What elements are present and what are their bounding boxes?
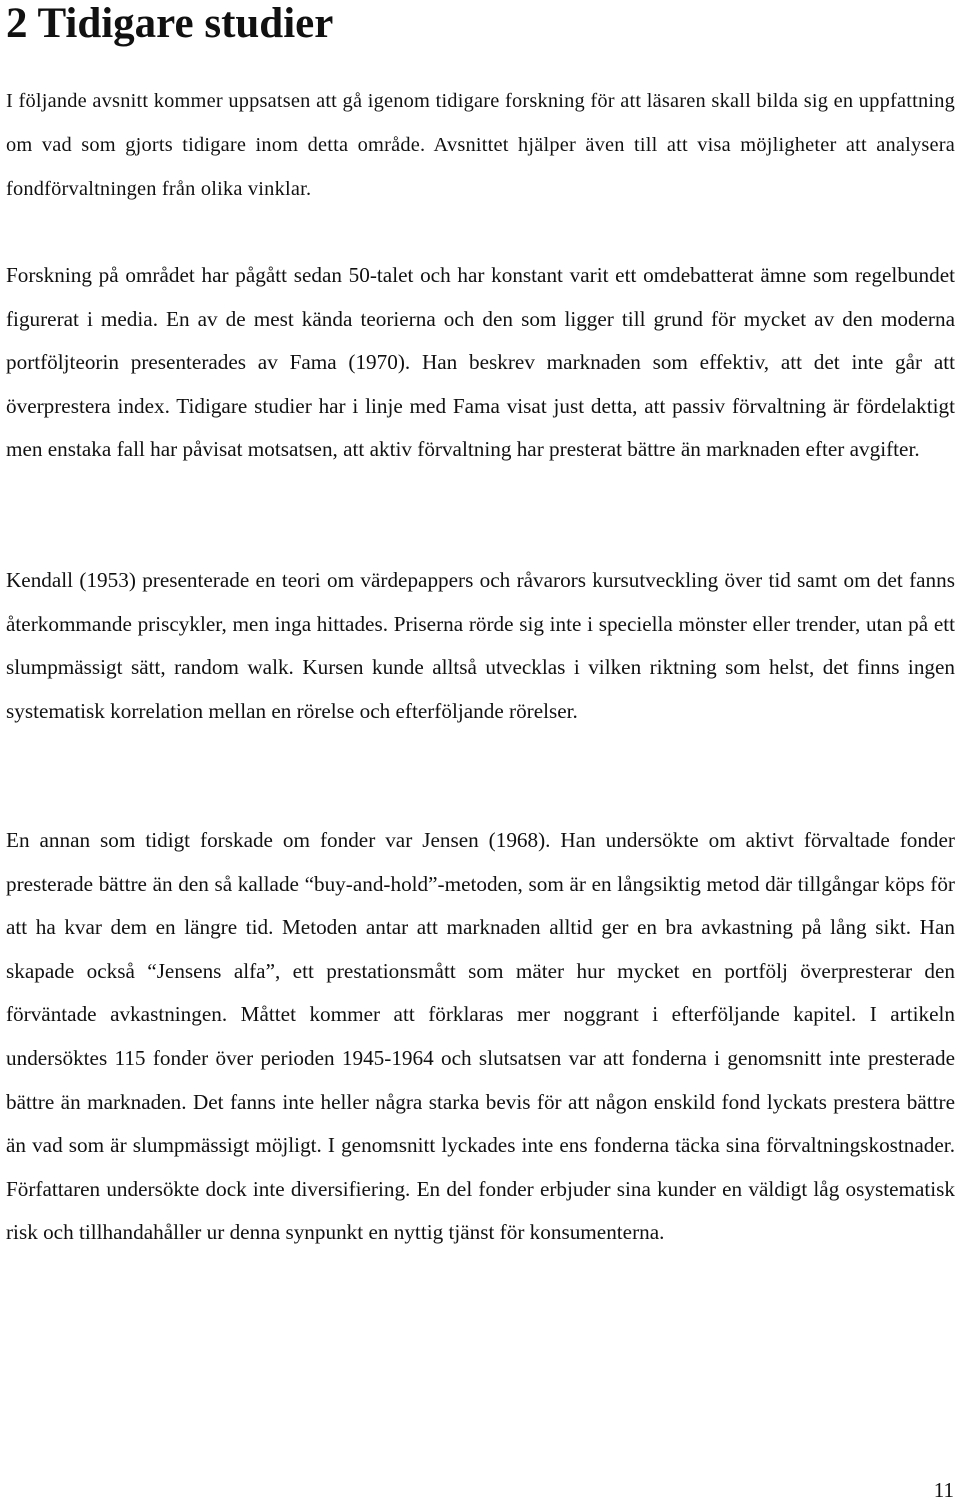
paragraph-intro: I följande avsnitt kommer uppsatsen att gå igenom tidigare forskning för att läsaren skall bilda sig en uppfattning om vad som gjorts tidigare inom detta område. Avsnittet hjälper även till att visa möjligheter att analysera fondförvaltningen från olika vinklar. xyxy=(6,90,955,200)
section-heading: 2 Tidigare studier xyxy=(6,0,334,47)
paragraph-jensen: En annan som tidigt forskade om fonder var Jensen (1968). Han undersökte om aktivt förvaltade fonder presterade bättre än den så kallade “buy-and-hold”-metoden, som är en långsiktig metod där tillgångar köps för att ha kvar dem en längre tid. Metoden antar att marknaden alltid ger en bra avkastning på lång sikt. Han skapade också “Jensens alfa”, ett prestationsmått som mäter hur mycket en portfölj överpresterar den förväntade avkastningen. Måttet kommer att förklaras mer noggrant i efterföljande kapitel. I artikeln undersöktes 115 fonder över perioden 1945-1964 och slutsatsen var att fonderna i genomsnitt inte presterade bättre än marknaden. Det fanns inte heller några starka bevis för att någon enskild fond lyckats prestera bättre än vad som är slumpmässigt möjligt. I genomsnitt lyckades inte ens fonderna täcka sina förvaltningskostnader. Författaren undersökte dock inte diversifiering. En del fonder erbjuder sina kunder en väldigt låg osystematisk risk och tillhandahåller ur denna synpunkt en nyttig tjänst för konsumenterna. xyxy=(6,828,955,1245)
paragraph-kendall: Kendall (1953) presenterade en teori om värdepappers och råvarors kursutveckling över tid samt om det fanns återkommande priscykler, men inga hittades. Priserna rörde sig inte i speciella mönster eller trender, utan på ett slumpmässigt sätt, random walk. Kursen kunde alltså utvecklas i vilken riktning som helst, det finns ingen systematisk korrelation mellan en rörelse och efterföljande rörelser. xyxy=(6,568,955,723)
page-number: 11 xyxy=(933,1478,954,1502)
paragraph-research-history: Forskning på området har pågått sedan 50-talet och har konstant varit ett omdebatterat ämne som regelbundet figurerat i media. En av de mest kända teorierna och den som ligger till grund för mycket av den moderna portföljteorin presenterades av Fama (1970). Han beskrev marknaden som effektiv, att det inte går att överprestera index. Tidigare studier har i linje med Fama visat just detta, att passiv förvaltning är fördelaktigt men enstaka fall har påvisat motsatsen, att aktiv förvaltning har presterat bättre än marknaden efter avgifter. xyxy=(6,263,955,462)
